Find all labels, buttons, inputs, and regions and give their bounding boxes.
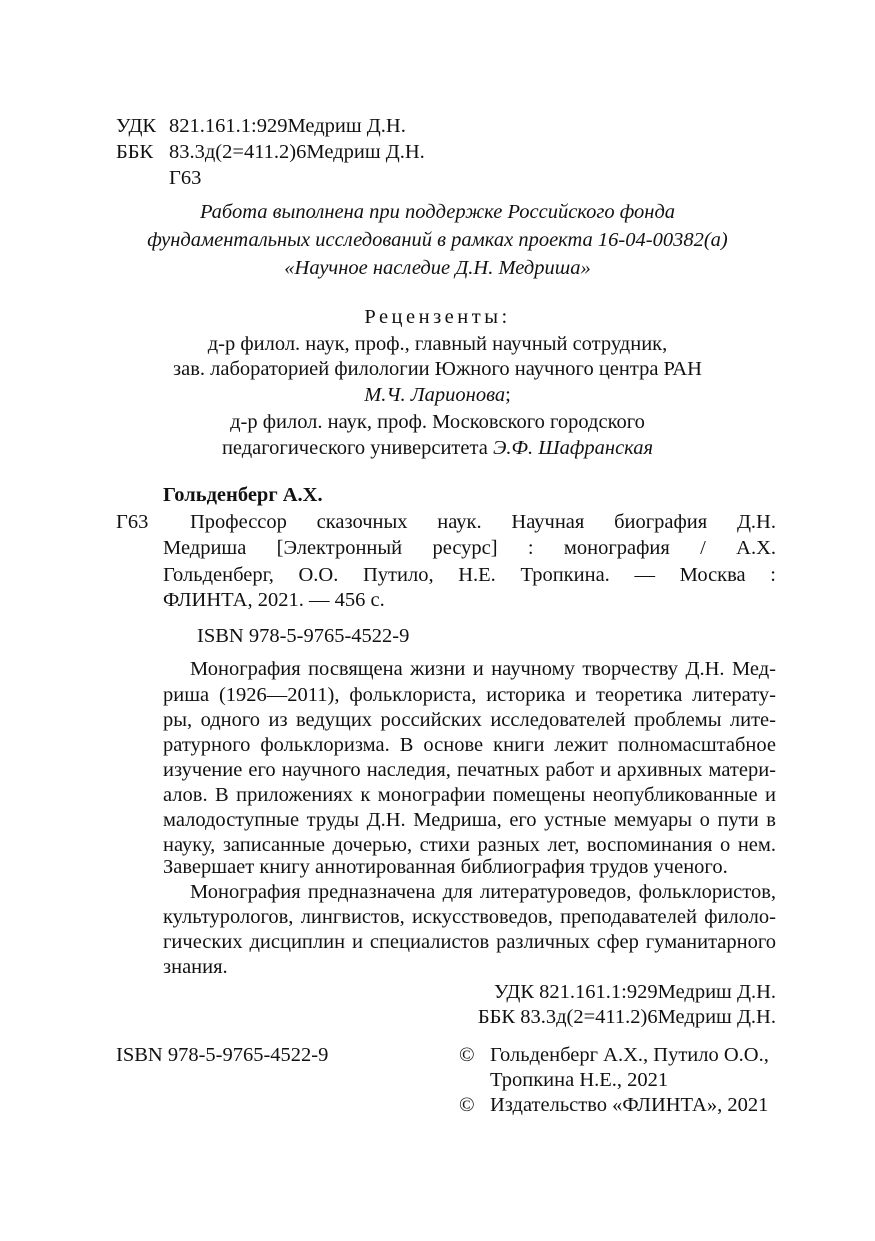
reviewer-name-1: М.Ч. Ларионова — [364, 384, 506, 406]
reviewer-name-2: Э.Ф. Шафранская — [492, 437, 654, 459]
abstract-p1-line-1: Монография посвящена жизни и научному творчеству Д.Н. Мед- — [190, 658, 776, 680]
abstract-p1-line-7: малодоступные труды Д.Н. Медриша, его устные мемуары о пути в — [163, 809, 776, 831]
abstract-p1-line-5: изучение его научного наследия, печатных работ и архивных матери- — [163, 759, 776, 781]
bbk-label: ББК — [116, 141, 154, 163]
abstract-p1-line-2: риша (1926—2011), фольклориста, историка и теоретика литерату- — [163, 684, 776, 706]
catalog-desc-line-2: Медриша [Электронный ресурс] : монография / А.Х. — [163, 537, 776, 559]
bbk-value: 83.3д(2=411.2)6Медриш Д.Н. — [169, 141, 425, 163]
copyright-1-line-2: Тропкина Н.Е., 2021 — [490, 1069, 669, 1091]
grant-line-3: «Научное наследие Д.Н. Медриша» — [284, 257, 591, 279]
copyright-2: Издательство «ФЛИНТА», 2021 — [490, 1094, 769, 1116]
reviewer-line-4 — [0, 436, 875, 460]
footer-isbn: ISBN 978-5-9765-4522-9 — [116, 1044, 329, 1066]
copyright-symbol-2: © — [459, 1094, 475, 1116]
udk-label: УДК — [116, 115, 157, 137]
grant-line-2: фундаментальных исследований в рамках проекта 16-04-00382(а) — [147, 229, 728, 251]
copyright-1-line-1: Гольденберг А.Х., Путило О.О., — [490, 1044, 769, 1066]
reviewer-line-2: зав. лабораторией филологии Южного научного центра РАН — [173, 358, 702, 380]
abstract-p1-line-4: ратурного фольклоризма. В основе книги лежит полномасштабное — [163, 734, 776, 756]
reviewer-line-3: д-р филол. наук, проф. Московского городского — [230, 411, 645, 433]
catalog-isbn: ISBN 978-5-9765-4522-9 — [197, 625, 410, 647]
abstract-p2-line-1: Монография предназначена для литературоведов, фольклористов, — [190, 881, 776, 903]
reviewer-line-4-prefix: педагогического университета — [221, 437, 493, 459]
abstract-p2-line-4: знания. — [163, 956, 228, 978]
copyright-symbol-1: © — [459, 1044, 475, 1066]
abstract-p1-line-9: Завершает книгу аннотированная библиография трудов ученого. — [163, 856, 728, 878]
abstract-p2-line-3: гических дисциплин и специалистов различных сфер гуманитарного — [163, 931, 776, 953]
abstract-p1-line-8: науку, записанные дочерью, стихи разных лет, воспоминания о нем. — [163, 834, 776, 856]
udk-value: 821.161.1:929Медриш Д.Н. — [169, 115, 406, 137]
abstract-p1-line-6: алов. В приложениях к монографии помещены неопубликованные и — [163, 784, 776, 806]
reviewers-title: Рецензенты: — [364, 306, 511, 328]
catalog-desc-line-1: Профессор сказочных наук. Научная биография Д.Н. — [190, 511, 776, 533]
reviewer-line-1: д-р филол. наук, проф., главный научный сотрудник, — [207, 333, 668, 355]
abstract-p2-line-2: культурологов, лингвистов, искусствоведов, преподавателей филоло- — [163, 906, 776, 928]
abstract-p1-line-3: ры, одного из ведущих российских исследователей проблемы лите- — [163, 709, 776, 731]
reviewer-name-1-suffix: ; — [505, 384, 511, 406]
footer-udk: УДК 821.161.1:929Медриш Д.Н. — [493, 981, 776, 1003]
reviewer-name-1-line — [0, 383, 875, 407]
grant-line-1: Работа выполнена при поддержке Российского фонда — [199, 201, 676, 223]
catalog-author: Гольденберг А.Х. — [163, 484, 323, 506]
catalog-desc-line-3: Гольденберг, О.О. Путило, Н.Е. Тропкина. — Москва : — [163, 564, 776, 586]
catalog-desc-line-4: ФЛИНТА, 2021. — 456 с. — [163, 589, 385, 611]
author-sign: Г63 — [169, 167, 202, 189]
footer-bbk: ББК 83.3д(2=411.2)6Медриш Д.Н. — [477, 1006, 776, 1028]
catalog-sign: Г63 — [116, 511, 149, 533]
